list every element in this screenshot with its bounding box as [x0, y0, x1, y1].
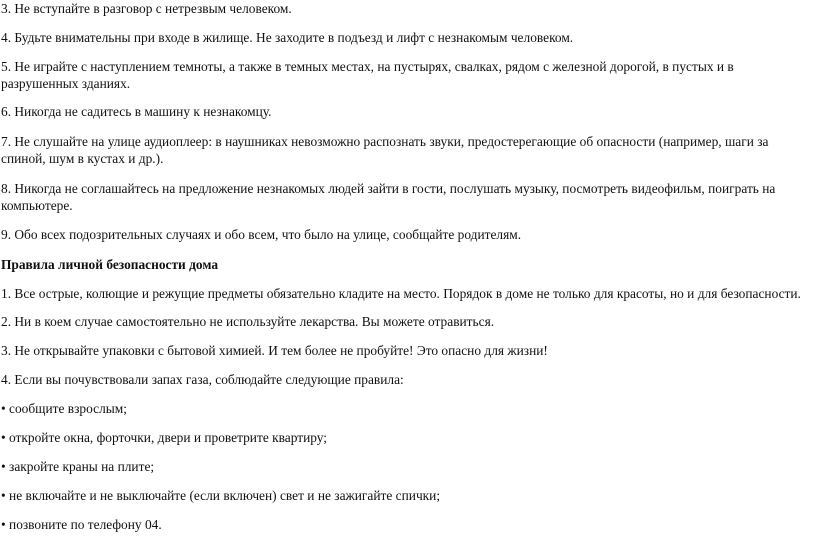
rule-7-street: 7. Не слушайте на улице аудиоплеер: в наушниках невозможно распознать звуки, предостерегающие об опасности (например, шаги за [1, 134, 769, 149]
section-heading-home-safety: Правила личной безопасности дома [1, 257, 219, 272]
rule-4-home: 4. Если вы почувствовали запах газа, соблюдайте следующие правила: [1, 372, 404, 387]
rule-3-street: 3. Не вступайте в разговор с нетрезвым человеком. [1, 1, 292, 16]
gas-step-tell-adults: • сообщите взрослым; [1, 401, 127, 416]
rule-2-home: 2. Ни в коем случае самостоятельно не используйте лекарства. Вы можете отравиться. [1, 314, 495, 329]
gas-step-no-switches: • не включайте и не выключайте (если включен) свет и не зажигайте спички; [1, 488, 441, 503]
rule-9-street: 9. Обо всех подозрительных случаях и обо всем, что было на улице, сообщайте родителям. [1, 227, 522, 242]
gas-step-ventilate: • откройте окна, форточки, двери и проветрите квартиру; [1, 430, 328, 445]
gas-step-close-taps: • закройте краны на плите; [1, 459, 155, 474]
rule-3-home: 3. Не открывайте упаковки с бытовой химией. И тем более не пробуйте! Это опасно для жизни! [1, 343, 548, 358]
rule-1-home: 1. Все острые, колющие и режущие предметы обязательно кладите на место. Порядок в доме не только для красоты, но и для безопасности. [1, 286, 801, 301]
rule-5-street-continuation: разрушенных зданиях. [1, 76, 131, 91]
rule-6-street: 6. Никогда не садитесь в машину к незнакомцу. [1, 104, 272, 119]
rule-8-street-continuation: компьютере. [1, 198, 73, 213]
gas-step-call-04: • позвоните по телефону 04. [1, 517, 162, 532]
rule-7-street-continuation: спиной, шум в кустах и др.). [1, 151, 164, 166]
rule-4-street: 4. Будьте внимательны при входе в жилище. Не заходите в подъезд и лифт с незнакомым человеком. [1, 30, 574, 45]
rule-8-street: 8. Никогда не соглашайтесь на предложение незнакомых людей зайти в гости, послушать музыку, посмотреть видеофильм, поиграть на [1, 181, 776, 196]
rule-5-street: 5. Не играйте с наступлением темноты, а также в темных местах, на пустырях, свалках, рядом с железной дорогой, в пустых и в [1, 59, 734, 74]
